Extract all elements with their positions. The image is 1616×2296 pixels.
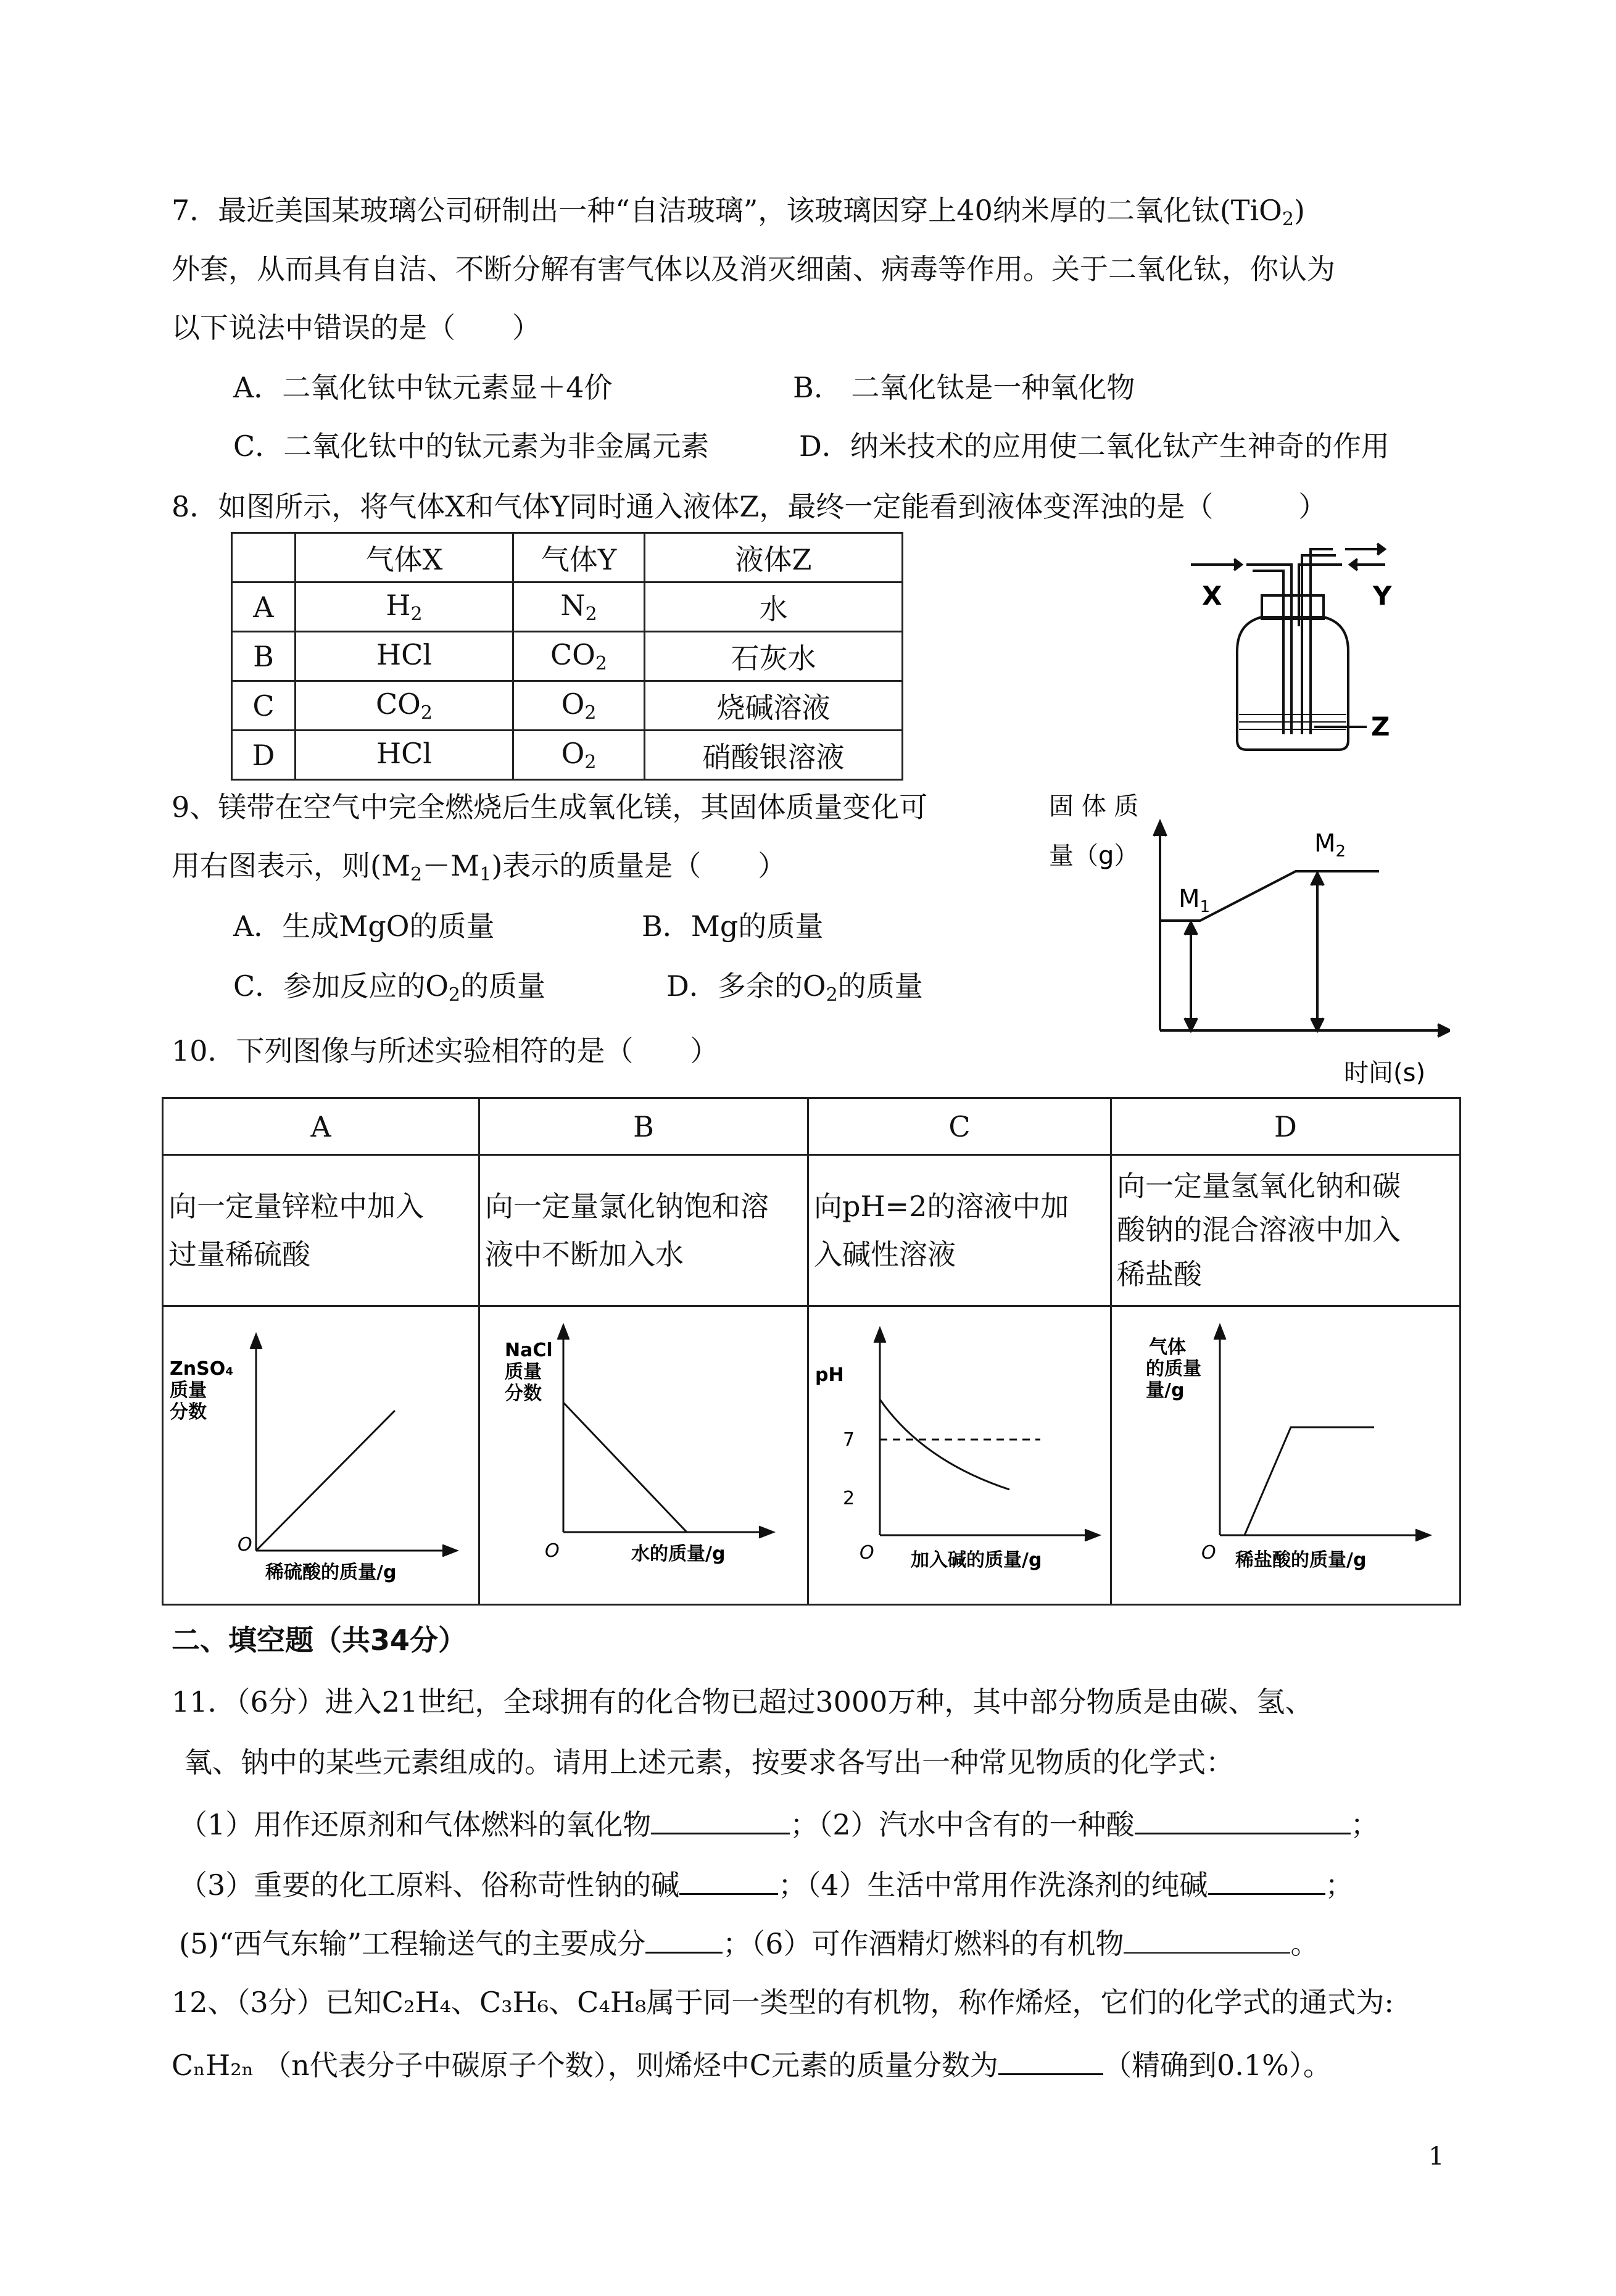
q8-cell-opt: A bbox=[232, 582, 296, 632]
q10-stem: 10．下列图像与所述实验相符的是（ ） bbox=[172, 1034, 719, 1067]
table-row bbox=[163, 1098, 1461, 1155]
q9-option-d-b: 的质量 bbox=[837, 969, 923, 1003]
q8-y-sub: 2 bbox=[595, 653, 607, 674]
q8-cell-x bbox=[296, 632, 513, 681]
q9-option-c-a: C．参加反应的O bbox=[233, 969, 449, 1003]
q12-line2-a: CₙH₂ₙ （n代表分子中碳原子个数），则烯烃中C元素的质量分数为 bbox=[172, 2049, 998, 2082]
q8-x-text: HCl bbox=[376, 737, 433, 770]
q11-line4 bbox=[179, 1868, 1354, 1902]
q10-desc-b bbox=[479, 1155, 808, 1306]
q10-graph-a-cell bbox=[163, 1306, 479, 1605]
graph-b bbox=[480, 1307, 807, 1597]
q9-option-d-sub: 2 bbox=[826, 984, 838, 1006]
q12-line2 bbox=[172, 2049, 1332, 2082]
section-title: 二、填空题（共34分） bbox=[172, 1623, 467, 1657]
q7-line1 bbox=[172, 196, 1305, 229]
q10-table bbox=[162, 1097, 1461, 1606]
table-row bbox=[163, 1155, 1461, 1306]
desc-line: 向pH=2的溶液中加 bbox=[814, 1189, 1069, 1223]
graph-d-ylabel-2: 的质量 bbox=[1146, 1358, 1201, 1380]
desc-line: 液中不断加入水 bbox=[485, 1238, 684, 1271]
answer-blank-5[interactable] bbox=[645, 1927, 723, 1954]
graph-m1-label: $M_1$ bbox=[1179, 885, 1211, 916]
graph-b-ylabel-1: NaCl bbox=[505, 1340, 553, 1361]
graph-a-ylabel-1: ZnSO₄ bbox=[170, 1358, 234, 1380]
q9-option-c-sub: 2 bbox=[448, 984, 461, 1006]
q11-line5 bbox=[179, 1927, 1319, 1958]
desc-line: 过量稀硫酸 bbox=[168, 1238, 310, 1271]
q8-cell-y bbox=[513, 731, 645, 780]
q8-cell-opt: C bbox=[232, 681, 296, 731]
q11-line4-end: ； bbox=[1325, 1868, 1354, 1902]
graph-d-xlabel: 稀盐酸的质量/g bbox=[1235, 1549, 1367, 1571]
q11-item-4: ；（4）生活中常用作洗涤剂的纯碱 bbox=[778, 1868, 1208, 1902]
q9-line2-a: 用右图表示，则(M bbox=[172, 849, 411, 882]
graph-c-origin: O bbox=[860, 1542, 874, 1564]
graph-d bbox=[1112, 1307, 1459, 1597]
q8-y-sub: 2 bbox=[584, 702, 597, 724]
q9-option-c bbox=[233, 969, 546, 1006]
q7-sub: 2 bbox=[1282, 209, 1294, 230]
q8-stem: 8．如图所示，将气体X和气体Y同时通入液体Z，最终一定能看到液体变浑浊的是（ ） bbox=[172, 490, 1327, 523]
fig-label-z: Z bbox=[1371, 711, 1390, 742]
q9-sub-1: 1 bbox=[479, 864, 492, 885]
desc-line: 向一定量锌粒中加入 bbox=[168, 1189, 424, 1223]
graph-d-curve bbox=[1245, 1427, 1374, 1535]
q8-y-text: O bbox=[561, 737, 585, 770]
answer-blank-7[interactable] bbox=[998, 2049, 1103, 2075]
graph-a bbox=[164, 1307, 478, 1597]
graph-d-origin: O bbox=[1201, 1542, 1216, 1564]
q9-line1: 9、镁带在空气中完全燃烧后生成氧化镁，其固体质量变化可 bbox=[172, 790, 928, 824]
q9-option-d-a: D．多余的O bbox=[666, 969, 826, 1003]
gas-bottle-figure bbox=[1191, 537, 1413, 759]
q11-line3-end: ； bbox=[1350, 1808, 1379, 1841]
q7-option-b: B. 二氧化钛是一种氧化物 bbox=[793, 371, 1135, 404]
fig-label-y: Y bbox=[1373, 581, 1392, 611]
q11-line5-end: 。 bbox=[1290, 1927, 1319, 1960]
q8-cell-z: 烧碱溶液 bbox=[645, 681, 903, 731]
q11-line1: 11．（6分）进入21世纪，全球拥有的化合物已超过3000万种，其中部分物质是由碳、氢、 bbox=[172, 1685, 1314, 1718]
desc-line: 向一定量氢氧化钠和碳 bbox=[1117, 1169, 1401, 1203]
q8-cell-x bbox=[296, 681, 513, 731]
q8-header-x: 气体X bbox=[296, 533, 513, 582]
q8-cell-y bbox=[513, 681, 645, 731]
q7-line3: 以下说法中错误的是（ ） bbox=[172, 311, 541, 344]
desc-line: 酸钠的混合溶液中加入 bbox=[1117, 1213, 1401, 1247]
graph-a-origin: O bbox=[238, 1534, 252, 1556]
q8-y-text: CO bbox=[550, 638, 595, 671]
graph-d-ylabel-1: 气体 bbox=[1149, 1337, 1186, 1358]
q9-line2-c: )表示的质量是（ ） bbox=[491, 849, 787, 882]
answer-blank-2[interactable] bbox=[1135, 1808, 1351, 1834]
table-row bbox=[232, 533, 903, 582]
q11-item-2: ；（2）汽水中含有的一种酸 bbox=[790, 1808, 1135, 1841]
q10-graph-b-cell bbox=[479, 1306, 808, 1605]
table-row bbox=[163, 1306, 1461, 1605]
q10-desc-c bbox=[808, 1155, 1111, 1306]
graph-ylabel-1: 固 体 质 bbox=[1049, 792, 1139, 821]
graph-c-tick-7: 7 bbox=[843, 1429, 855, 1451]
graph-b-xlabel: 水的质量/g bbox=[631, 1543, 726, 1565]
q11-item-3: （3）重要的化工原料、俗称苛性钠的碱 bbox=[179, 1868, 680, 1902]
q8-y-text: O bbox=[561, 687, 585, 721]
graph-a-ylabel-3: 分数 bbox=[170, 1401, 207, 1423]
fig-label-x: X bbox=[1202, 581, 1222, 611]
q7-option-c: C．二氧化钛中的钛元素为非金属元素 bbox=[233, 429, 710, 463]
q8-table bbox=[231, 532, 903, 781]
q12-line2-b: （精确到0.1%）。 bbox=[1103, 2049, 1332, 2082]
q10-header-c: C bbox=[808, 1098, 1111, 1155]
q8-y-sub: 2 bbox=[584, 752, 597, 773]
answer-blank-6[interactable] bbox=[1124, 1928, 1290, 1954]
q11-item-5: (5)“西气东输”工程输送气的主要成分 bbox=[179, 1927, 646, 1960]
table-row bbox=[232, 681, 903, 731]
q10-graph-c-cell bbox=[808, 1306, 1111, 1605]
mass-time-graph bbox=[1043, 784, 1450, 1104]
graph-c-xlabel: 加入碱的质量/g bbox=[911, 1549, 1042, 1571]
graph-b-ylabel-2: 质量 bbox=[505, 1361, 542, 1383]
q8-cell-y bbox=[513, 582, 645, 632]
q8-y-text: N bbox=[560, 589, 586, 622]
q8-cell-x bbox=[296, 731, 513, 780]
graph-a-xlabel: 稀硫酸的质量/g bbox=[265, 1562, 397, 1583]
q8-cell-z: 石灰水 bbox=[645, 632, 903, 681]
q8-x-text: HCl bbox=[376, 638, 433, 671]
graph-c-ylabel: pH bbox=[815, 1364, 844, 1386]
q8-cell-z: 水 bbox=[645, 582, 903, 632]
desc-line: 稀盐酸 bbox=[1117, 1257, 1202, 1291]
q8-header-y: 气体Y bbox=[513, 533, 645, 582]
q7-line2: 外套，从而具有自洁、不断分解有害气体以及消灭细菌、病毒等作用。关于二氧化钛，你认为 bbox=[172, 252, 1335, 286]
graph-b-ylabel-3: 分数 bbox=[505, 1383, 542, 1404]
q11-item-6: ；（6）可作酒精灯燃料的有机物 bbox=[723, 1927, 1124, 1960]
q9-option-c-b: 的质量 bbox=[460, 969, 546, 1003]
q8-cell-z: 硝酸银溶液 bbox=[645, 731, 903, 780]
page-number: 1 bbox=[1428, 2142, 1444, 2171]
q11-item-1: （1）用作还原剂和气体燃料的氧化物 bbox=[179, 1808, 652, 1841]
q9-line2 bbox=[172, 849, 787, 885]
q9-sub-2: 2 bbox=[410, 864, 423, 885]
q11-line3 bbox=[179, 1808, 1379, 1839]
q8-header-z: 液体Z bbox=[645, 533, 903, 582]
q9-option-b: B．Mg的质量 bbox=[642, 910, 824, 943]
graph-a-line bbox=[256, 1411, 395, 1551]
q10-graph-d-cell bbox=[1111, 1306, 1461, 1605]
answer-blank-4[interactable] bbox=[1208, 1868, 1325, 1895]
answer-blank-1[interactable] bbox=[651, 1808, 790, 1834]
q8-x-text: CO bbox=[375, 687, 421, 721]
q10-header-b: B bbox=[479, 1098, 808, 1155]
q7-option-d: D．纳米技术的应用使二氧化钛产生神奇的作用 bbox=[799, 429, 1390, 463]
graph-m2-label: $M_2$ bbox=[1314, 829, 1346, 861]
q9-option-a: A．生成MgO的质量 bbox=[233, 910, 495, 943]
graph-b-line bbox=[563, 1403, 687, 1532]
graph-c bbox=[809, 1307, 1110, 1597]
q8-cell-y bbox=[513, 632, 645, 681]
q8-cell-opt: B bbox=[232, 632, 296, 681]
q7-option-a: A．二氧化钛中钛元素显＋4价 bbox=[233, 371, 613, 404]
table-row bbox=[232, 632, 903, 681]
q8-x-text: H bbox=[386, 589, 411, 622]
desc-line: 入碱性溶液 bbox=[814, 1238, 956, 1271]
q12-line1: 12、（3分）已知C₂H₄、C₃H₆、C₄H₈属于同一类型的有机物，称作烯烃，它们的化学式的通式为: bbox=[172, 1986, 1394, 2019]
q9-line2-b: －M bbox=[422, 849, 480, 882]
graph-d-ylabel-3: 量/g bbox=[1146, 1380, 1185, 1401]
q8-y-sub: 2 bbox=[585, 603, 597, 625]
q10-header-d: D bbox=[1111, 1098, 1461, 1155]
graph-c-tick-2: 2 bbox=[843, 1488, 855, 1509]
table-row bbox=[232, 582, 903, 632]
q7-line1-text: 7．最近美国某玻璃公司研制出一种“自洁玻璃”，该玻璃因穿上40纳米厚的二氧化钛(TiO bbox=[172, 194, 1282, 227]
graph-xlabel: 时间(s) bbox=[1344, 1059, 1426, 1087]
q10-desc-a bbox=[163, 1155, 479, 1306]
graph-c-curve bbox=[880, 1399, 1009, 1490]
q11-line2: 氧、钠中的某些元素组成的。请用上述元素，按要求各写出一种常见物质的化学式： bbox=[184, 1746, 1234, 1779]
q10-header-a: A bbox=[163, 1098, 479, 1155]
table-row bbox=[232, 731, 903, 780]
graph-ylabel-2: 量（g） bbox=[1049, 842, 1139, 870]
q9-option-d bbox=[666, 969, 923, 1006]
q8-x-sub: 2 bbox=[420, 702, 433, 724]
q8-cell-x bbox=[296, 582, 513, 632]
graph-b-origin: O bbox=[545, 1540, 560, 1562]
desc-line: 向一定量氯化钠饱和溶 bbox=[485, 1189, 769, 1223]
answer-blank-3[interactable] bbox=[679, 1868, 778, 1895]
graph-a-ylabel-2: 质量 bbox=[170, 1380, 207, 1401]
q10-desc-d bbox=[1111, 1155, 1461, 1306]
q8-header-0 bbox=[232, 533, 296, 582]
q7-line1-end: ) bbox=[1293, 194, 1305, 227]
q8-cell-opt: D bbox=[232, 731, 296, 780]
q8-x-sub: 2 bbox=[410, 603, 423, 625]
